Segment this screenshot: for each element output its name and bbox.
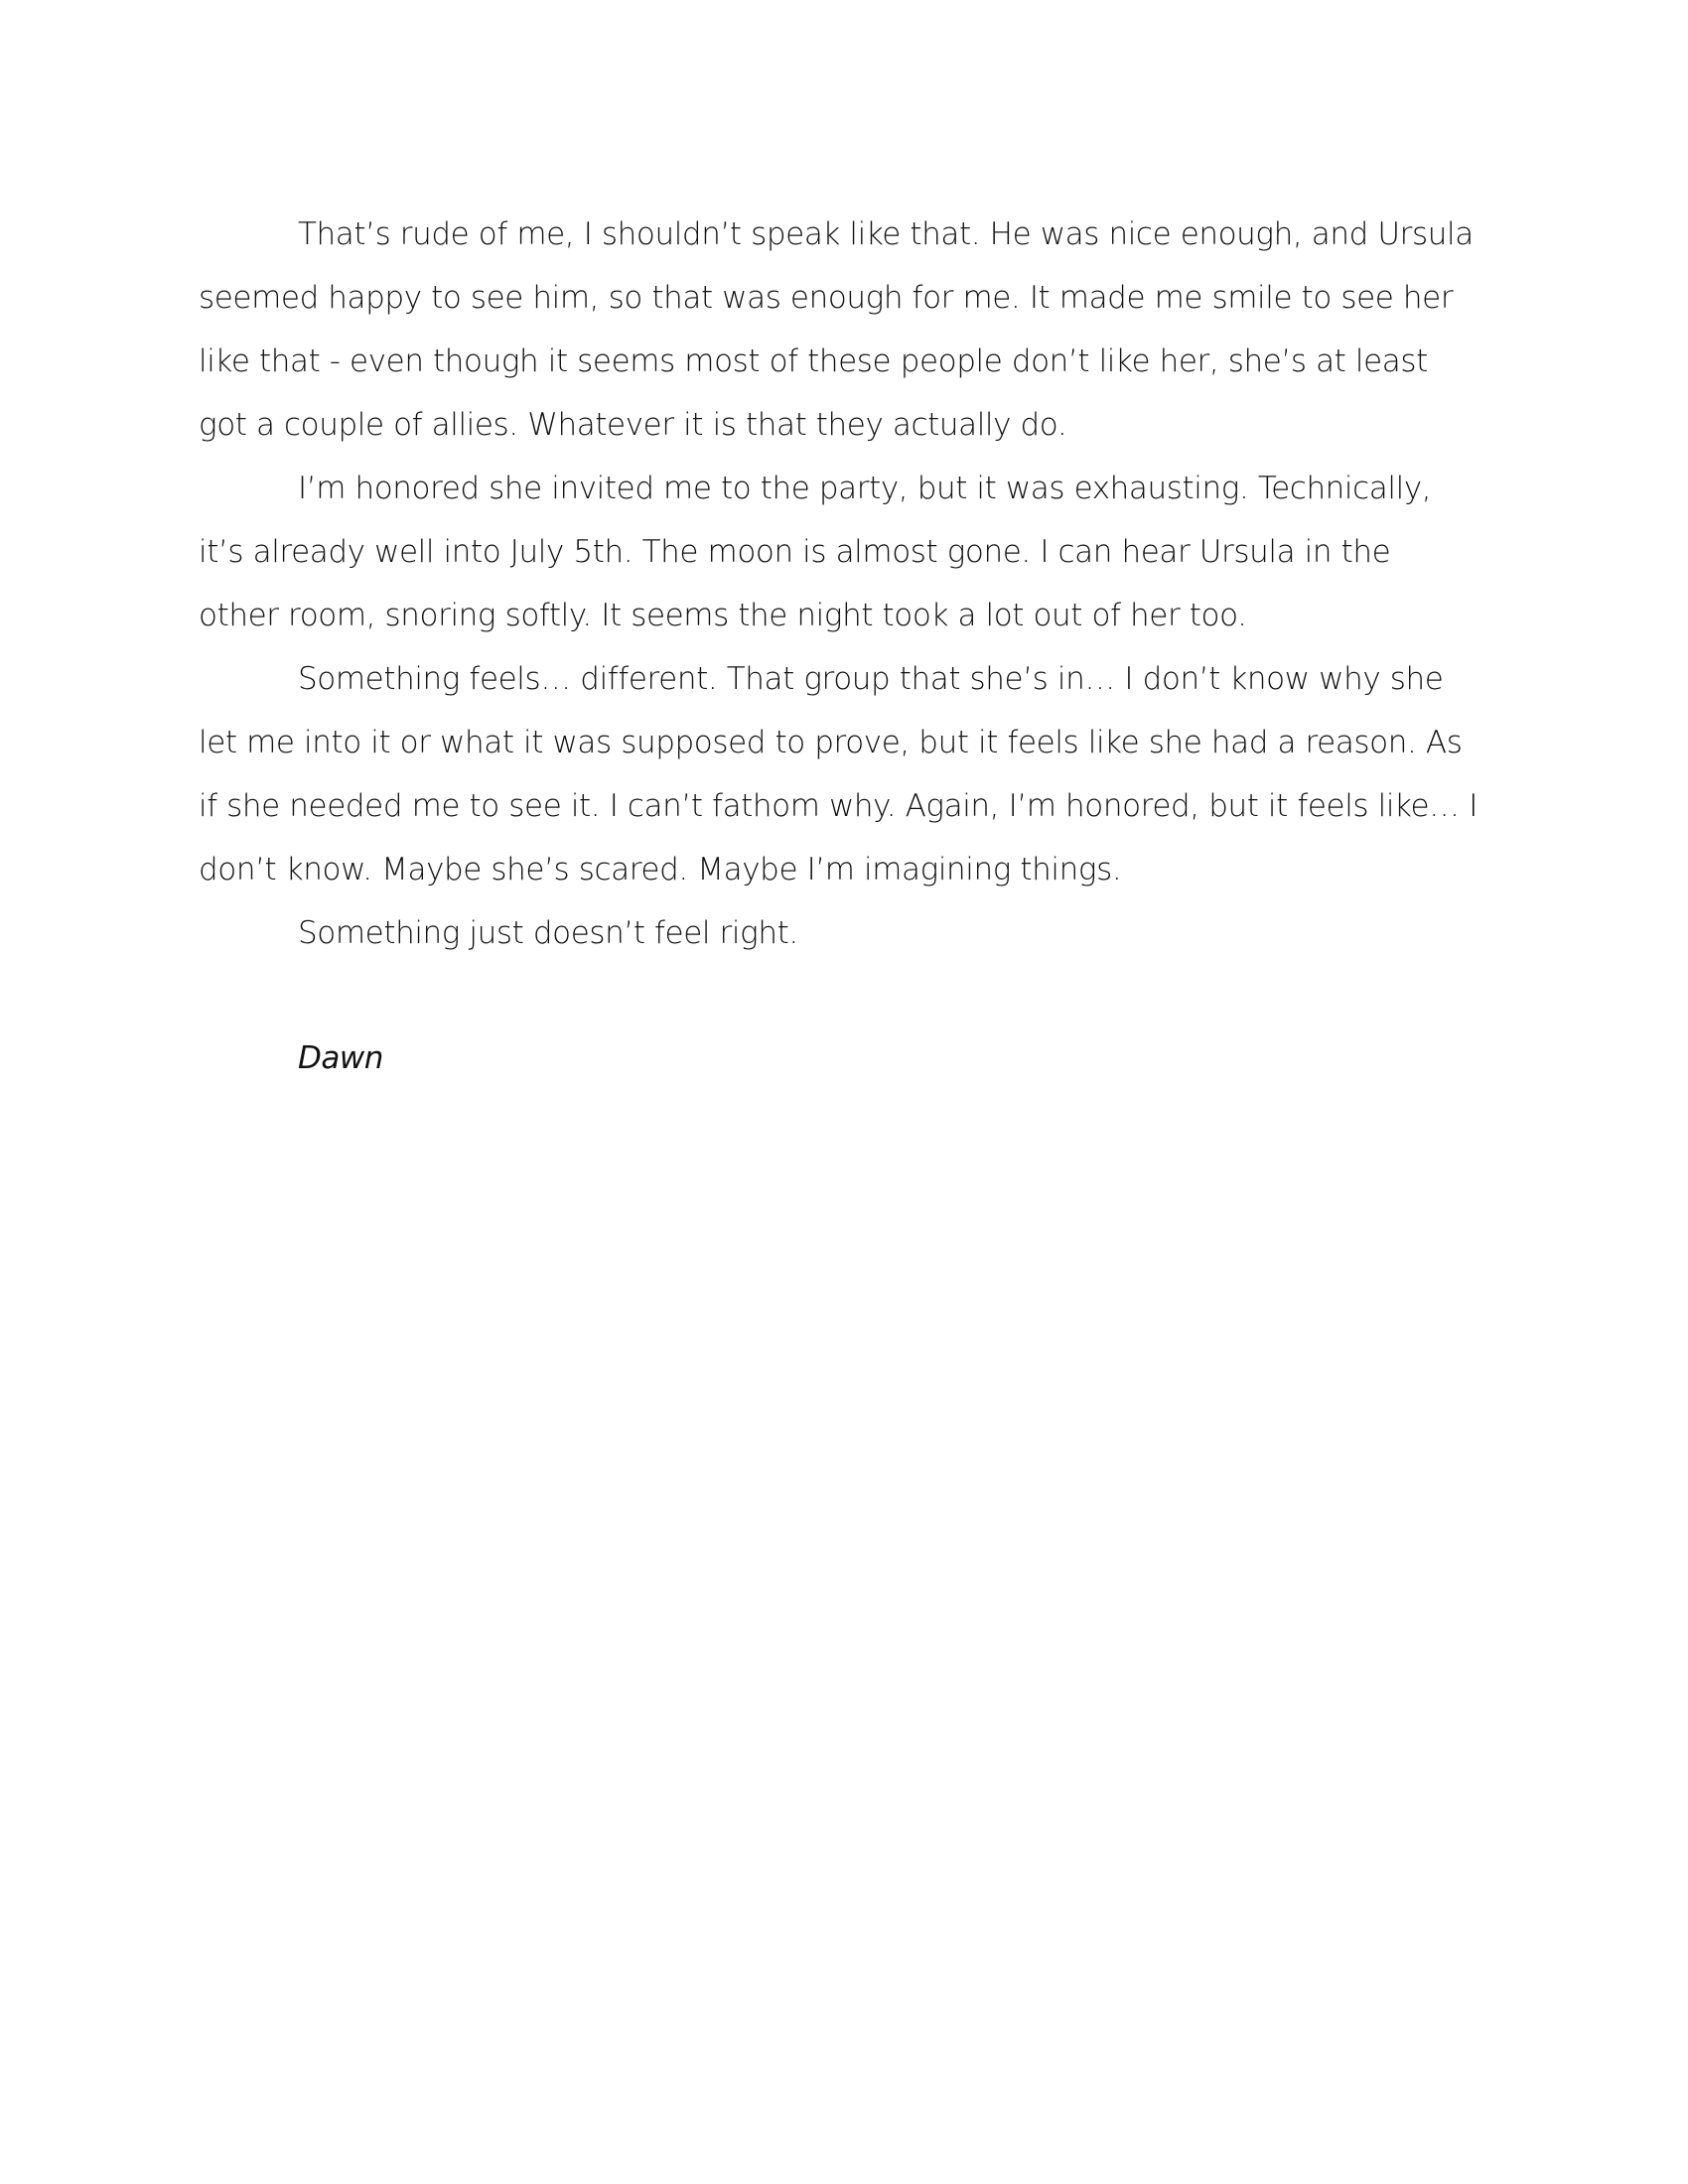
paragraph: Something feels… different. That group that she’s in… I don’t know why she let me into it or what it was supposed to prove, but it feels like she had a reason. As if she needed me to see it. I can’t fathom why. Again, I’m honored, but it feels like… I don’t know. Maybe she’s scared. Maybe I’m imagining things. xyxy=(199,661,1477,887)
paragraph: Something just doesn’t feel right. xyxy=(298,915,798,951)
letter-body xyxy=(199,203,1479,965)
paragraph: I’m honored she invited me to the party, but it was exhausting. Technically, it’s already well into July 5th. The moon is almost gone. I can hear Ursula in the other room, snoring softly. It seems the night took a lot out of her too. xyxy=(199,471,1432,633)
paragraph: That’s rude of me, I shouldn’t speak like that. He was nice enough, and Ursula seemed happy to see him, so that was enough for me. It made me smile to see her like that - even though it seems most of these people don’t like her, she’s at least got a couple of allies. Whatever it is that they actually do. xyxy=(199,216,1474,443)
signature: Dawn xyxy=(298,1040,383,1076)
